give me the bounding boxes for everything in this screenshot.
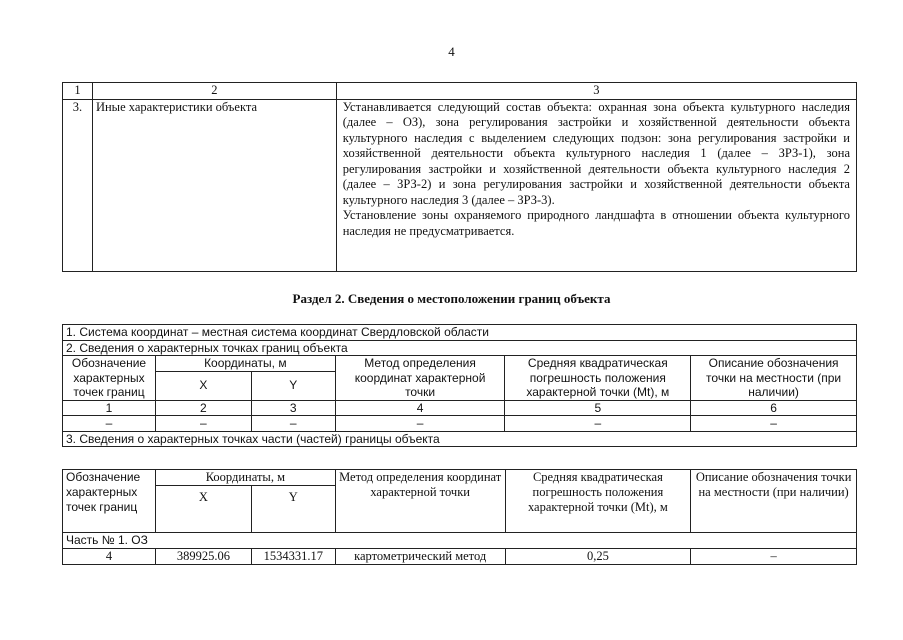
point-x: 389925.06 <box>155 549 251 565</box>
boundary-table <box>62 324 857 447</box>
error-header: Средняя квадратическая погрешность положения характерной точки (Mt), м <box>505 356 691 401</box>
empty-cell: – <box>63 416 156 432</box>
points-info-text: 2. Сведения о характерных точках границ объекта <box>63 340 857 356</box>
empty-cell: – <box>335 416 505 432</box>
points-info-row <box>63 340 857 356</box>
characteristics-table <box>62 82 857 272</box>
header-cell-1: 1 <box>63 83 93 100</box>
column-number: 6 <box>691 400 857 416</box>
description-header: Описание обозначения точки на местности (при наличии) <box>691 356 857 401</box>
description-paragraph-2: Установление зоны охраняемого природного ландшафта в отношении объекта культурного наследия не предусматривается. <box>342 208 850 238</box>
empty-cell: – <box>251 416 335 432</box>
part-label: Часть № 1. ОЗ <box>63 533 857 549</box>
table-row <box>63 99 857 271</box>
column-number: 3 <box>251 400 335 416</box>
empty-cell: – <box>505 416 691 432</box>
part-points-info-row <box>63 431 857 447</box>
row-name: Иные характеристики объекта <box>92 99 336 271</box>
table-header-row <box>63 83 857 100</box>
page-number: 4 <box>448 44 455 59</box>
x-header: X <box>155 371 251 400</box>
part-label-row <box>63 533 857 549</box>
designation-header: Обозначение характерных точек границ <box>63 356 156 401</box>
coordinate-system-text: 1. Система координат – местная система координат Свердловской области <box>63 325 857 341</box>
error-header: Средняя квадратическая погрешность положения характерной точки (Mt), м <box>505 470 691 533</box>
coordinates-header: Координаты, м <box>155 356 335 372</box>
coordinates-header: Координаты, м <box>155 470 335 486</box>
point-y: 1534331.17 <box>251 549 335 565</box>
column-number: 4 <box>335 400 505 416</box>
column-number: 5 <box>505 400 691 416</box>
header-row <box>63 356 857 372</box>
designation-header: Обозначение характерных точек границ <box>63 470 156 533</box>
coordinate-system-row <box>63 325 857 341</box>
column-numbers-row <box>63 400 857 416</box>
part-header-row <box>63 470 857 486</box>
table-row <box>63 549 857 565</box>
column-number: 2 <box>155 400 251 416</box>
description-paragraph-1: Устанавливается следующий состав объекта: охранная зона объекта культурного наследия (далее – ОЗ), зона регулирования застройки и хозяйственной деятельности объекта культурного наследия с выделением следующих подзон: зона регулирования застройки и хозяйственной деятельности объекта культурного наследия 1 (далее – ЗРЗ-1), зона регулирования застройки и хозяйственной деятельности объекта культурного наследия 2 (далее – ЗРЗ-2) и зона регулирования застройки и хозяйственной деятельности объекта культурного наследия 3 (далее – ЗРЗ-3). <box>342 99 850 207</box>
method-header: Метод определения координат характерной точки <box>335 470 505 533</box>
y-header: Y <box>251 486 335 533</box>
y-header: Y <box>251 371 335 400</box>
header-cell-3: 3 <box>336 83 856 100</box>
table-row <box>63 416 857 432</box>
section-title: Раздел 2. Сведения о местоположении границ объекта <box>292 291 611 306</box>
point-designation: 4 <box>63 549 156 565</box>
part-points-info-text: 3. Сведения о характерных точках части (частей) границы объекта <box>63 431 857 447</box>
x-header: X <box>155 486 251 533</box>
row-number: 3. <box>63 99 93 271</box>
header-cell-2: 2 <box>92 83 336 100</box>
point-error: 0,25 <box>505 549 691 565</box>
description-header: Описание обозначения точки на местности (при наличии) <box>691 470 857 533</box>
method-header: Метод определения координат характерной точки <box>335 356 505 401</box>
column-number: 1 <box>63 400 156 416</box>
row-description <box>336 99 856 271</box>
empty-cell: – <box>155 416 251 432</box>
point-description: – <box>691 549 857 565</box>
point-method: картометрический метод <box>335 549 505 565</box>
part-table <box>62 469 857 565</box>
empty-cell: – <box>691 416 857 432</box>
